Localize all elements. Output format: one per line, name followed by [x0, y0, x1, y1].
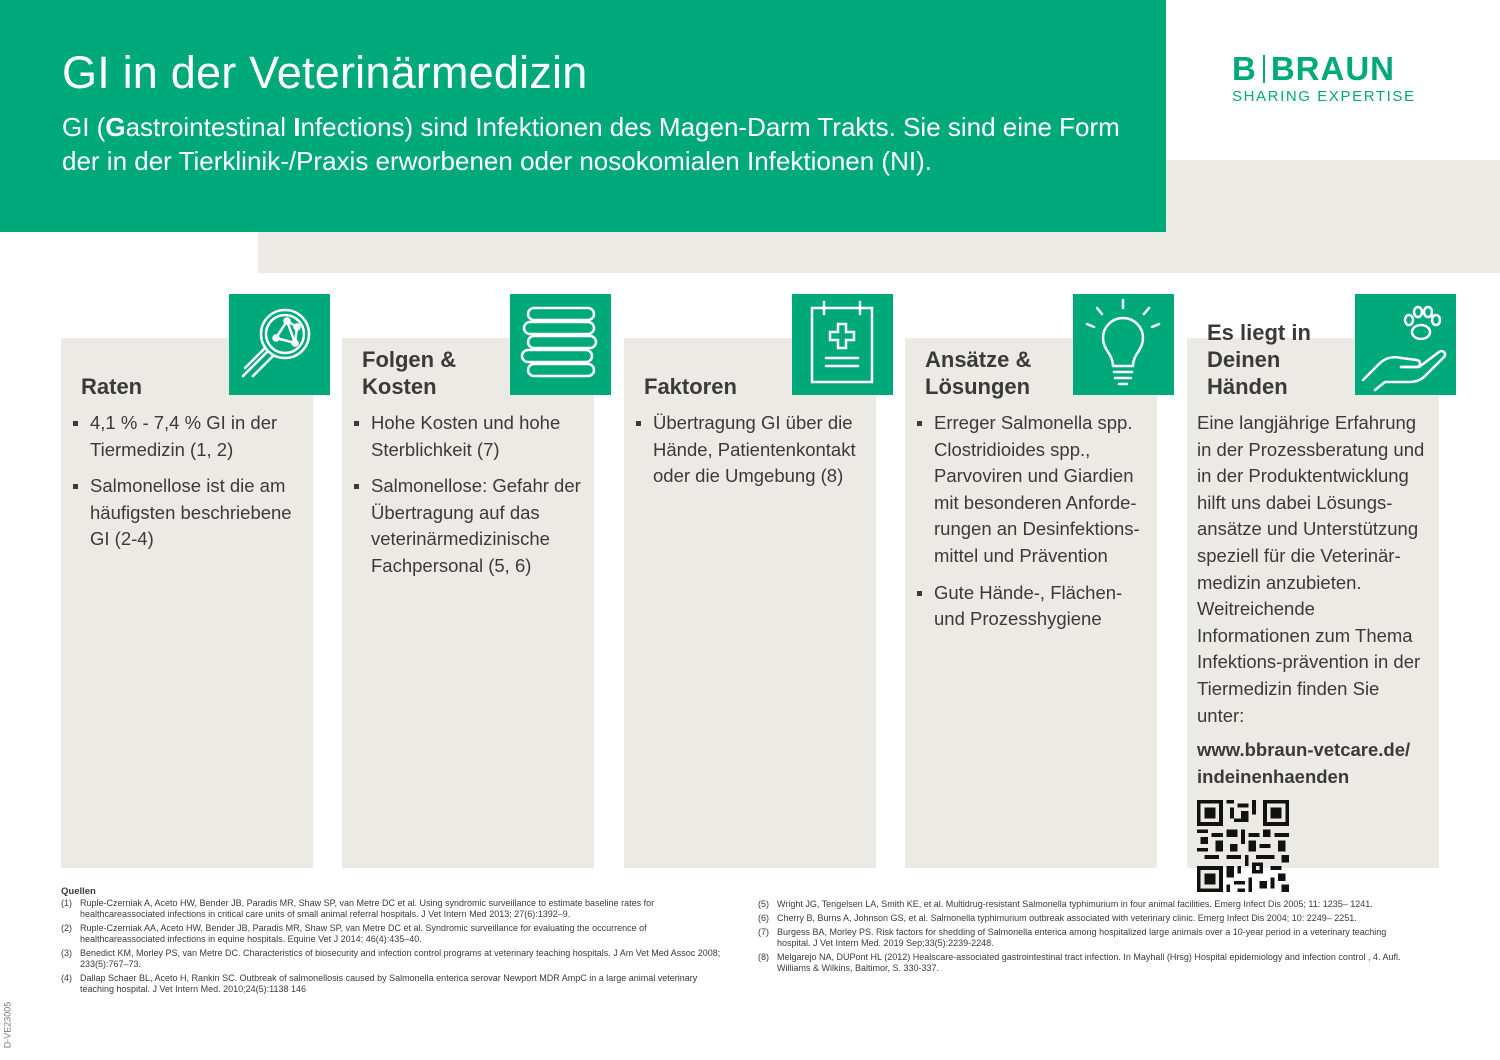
sources-right — [758, 899, 1418, 977]
card-text: Eine langjährige Erfahrung in der Prozessberatung und in der Produktentwicklung hilft uns dabei Lösungs-ansätze und Unterstützung speziell für die Veterinär-medizin anzubieten. Weitreichende Informationen zum Thema Infektions-prävention in der Tiermedizin finden Sie unter: — [1197, 412, 1425, 726]
source-item: (6) Cherry B, Burns A, Johnson GS, et al. Salmonella typhimurium outbreak associated with veterinary clinic. Emerg Infect Dis 2004; 10: 2249– 2251. — [758, 913, 1357, 923]
card-title: Raten — [81, 374, 143, 399]
card-title: Ansätze & Lösungen — [925, 347, 1032, 399]
source-item: (4) Dallap Schaer BL, Aceto H, Rankin SC. Outbreak of salmonellosis caused by Salmonella enterica serovar Newport MDR AmpC in a large animal veterinary teaching hospital. J Vet Intern Med. 2010;24(5):1138 146 — [61, 973, 698, 994]
list-item: Gute Hände-, Flächen- und Prozesshygiene — [915, 580, 1147, 633]
card-title: Folgen & Kosten — [362, 347, 457, 399]
card-faktoren — [624, 338, 876, 868]
lightbulb-icon — [1073, 294, 1174, 395]
document-code: D-VE23005 — [2, 1001, 13, 1049]
source-item: (8) Melgarejo NA, DUPont HL (2012) Healscare-associated gastrointestinal tract infection. In Mayhall (Hrsg) Hospital epidemiology and infection control , 4. Aufl. Williams & Wilkins, Baltimor, S. 330-337. — [758, 952, 1401, 973]
page-subtitle: GI (Gastrointestinal Infections) sind Infektionen des Magen-Darm Trakts. Sie sind eine Form der in der Tierklinik-/Praxis erworbenen oder nosokomialen Infektionen (NI). — [62, 112, 1120, 176]
card-ansaetze-loesungen — [905, 338, 1157, 868]
logo-tagline: SHARING EXPERTISE — [1232, 88, 1416, 105]
sources-left — [61, 886, 721, 998]
list-item: 4,1 % - 7,4 % GI in der Tiermedizin (1, 2) — [71, 410, 303, 463]
hand-paw-icon — [1355, 294, 1456, 395]
source-item: (5) Wright JG, Tengelsen LA, Smith KE, et al. Multidrug-resistant Salmonella typhimurium in four animal facilities. Emerg Infect Dis 2005; 11: 1235– 1241. — [758, 899, 1373, 909]
source-item: (2) Ruple-Czerniak AA, Aceto HW, Bender JB, Paradis MR, Shaw SP, van Metre DC et al. Syndromic surveillance for evaluating the occurrence of healthcareassociated infections in equine hospitals. Equine Vet J 2014; 46(4):435–40. — [61, 923, 647, 944]
list-item: Hohe Kosten und hohe Sterblichkeit (7) — [352, 410, 584, 463]
bullet-list — [352, 410, 584, 580]
bullet-list — [71, 410, 303, 553]
card-raten — [61, 338, 313, 868]
page-title: GI in der Veterinärmedizin — [62, 47, 588, 98]
medical-clipboard-icon — [792, 294, 893, 395]
sources-title: Quellen — [61, 886, 96, 897]
source-item: (7) Burgess BA, Morley PS. Risk factors for shedding of Salmonella enterica among hospitalized large animals over a 10-year period in a veterinary teaching hospital. J Vet Intern Med. 2019 Sep;33(5):2239-2248. — [758, 927, 1387, 948]
source-item: (1) Ruple-Czerniak A, Aceto HW, Bender JB, Paradis MR, Shaw SP, van Metre DC et al. Using syndromic surveillance to estimate baseline rates for healthcareassociated infections in critical care units of small animal referral hospitals. J Vet Intern Med 2013; 27(6):1392–9. — [61, 898, 655, 919]
bullet-list — [915, 410, 1147, 633]
card-title: Faktoren — [644, 374, 737, 399]
source-item: (3) Benedict KM, Morley PS, van Metre DC. Characteristics of biosecurity and infection control programs at veterinary teaching hospitals. J Am Vet Med Assoc 2008; 233(5):767–73. — [61, 948, 721, 969]
card-folgen-kosten — [342, 338, 594, 868]
bbraun-logo: B BRAUN SHARING EXPERTISE — [1232, 50, 1416, 105]
bullet-list — [634, 410, 866, 490]
list-item: Salmonellose ist die am häufigsten beschriebene GI (2-4) — [71, 473, 303, 553]
coin-stack-icon — [510, 294, 611, 395]
magnifier-network-icon — [229, 294, 330, 395]
vetcare-link[interactable]: www.bbraun-vetcare.de/ indeinenhaenden — [1197, 739, 1411, 787]
list-item: Salmonellose: Gefahr der Übertragung auf das veterinärmedizinische Fachpersonal (5, 6) — [352, 473, 584, 579]
list-item: Übertragung GI über die Hände, Patientenkontakt oder die Umgebung (8) — [634, 410, 866, 490]
qr-code-icon[interactable] — [1197, 800, 1289, 892]
card-title: Es liegt in Deinen Händen — [1207, 320, 1311, 399]
card-es-liegt-in-deinen-haenden — [1187, 320, 1439, 868]
list-item: Erreger Salmonella spp. Clostridioides spp., Parvoviren und Giardien mit besonderen Anforde-rungen an Desinfektions-mittel und Prävention — [915, 410, 1147, 570]
header-banner — [0, 0, 1166, 232]
